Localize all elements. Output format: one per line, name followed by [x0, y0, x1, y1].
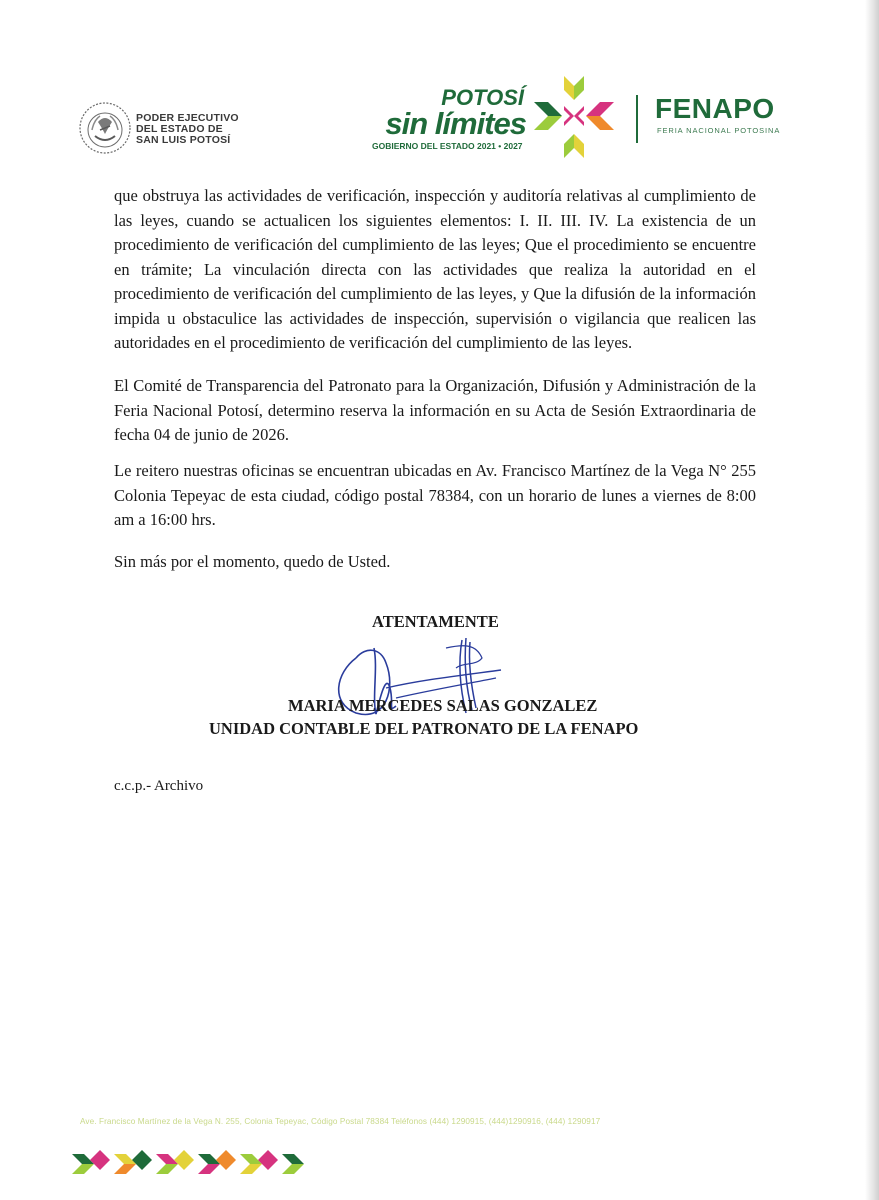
body-paragraph: Le reitero nuestras oficinas se encuentran ubicadas en Av. Francisco Martínez de la Vega N° 255 Colonia Tepeyac de esta ciudad, código postal 78384, con un horario de lunes a viernes de 8:00 am a 16:00 hrs.	[114, 461, 756, 529]
page-edge-shadow	[865, 0, 879, 1200]
logo-word-potosi: POTOSÍ	[441, 85, 524, 110]
fenapo-subtitle: FERIA NACIONAL POTOSINA	[657, 126, 781, 135]
fenapo-logo-text: FENAPO	[655, 93, 775, 124]
government-name	[136, 113, 239, 146]
signer-title: UNIDAD CONTABLE DEL PATRONATO DE LA FENAPO	[209, 719, 639, 738]
state-seal-icon	[78, 100, 132, 156]
gov-line: PODER EJECUTIVO	[136, 112, 239, 124]
potosi-sin-limites-logo	[368, 85, 538, 151]
logo-divider	[636, 95, 638, 143]
body-paragraph: El Comité de Transparencia del Patronato para la Organización, Difusión y Administración de la Feria Nacional Potosí, determino reserva la información en su Acta de Sesión Extraordinaria de fecha 04 de junio de 2026.	[114, 376, 756, 444]
star-logo-icon	[530, 72, 618, 164]
closing-salutation: ATENTAMENTE	[372, 612, 499, 631]
gov-line: SAN LUIS POTOSÍ	[136, 134, 231, 146]
body-paragraph: que obstruya las actividades de verificación, inspección y auditoría relativas al cumplimiento de las leyes, cuando se actualicen los siguientes elementos: I. II. III. IV. La existencia de un procedimiento de verificación del cumplimiento de las leyes; Que el procedimiento se encuentre en trámite; La vinculación directa con las actividades que realiza la autoridad en el procedimiento de verificación del cumplimiento de las leyes, y Que la difusión de la información impida u obstaculice las actividades de inspección, supervisión o vigilancia que realicen las autoridades en el procedimiento de verificación del cumplimiento de las leyes.	[114, 186, 756, 352]
closing-sentence: Sin más por el momento, quedo de Usted.	[114, 552, 391, 571]
logo-subtitle: GOBIERNO DEL ESTADO 2021 • 2027	[372, 141, 523, 151]
signer-name: MARIA MERCEDES SALAS GONZALEZ	[288, 696, 598, 715]
footer-address: Ave. Francisco Martínez de la Vega N. 255, Colonia Tepeyac, Código Postal 78384 Teléfonos (444) 1290915, (444)1290916, (444) 1290917	[80, 1117, 601, 1126]
gov-line: DEL ESTADO DE	[136, 123, 223, 135]
ccp-line: c.c.p.- Archivo	[114, 778, 204, 794]
letterhead	[0, 0, 879, 175]
logo-word-sin-limites: sin límites	[385, 106, 526, 141]
footer-pattern-icon	[70, 1140, 310, 1184]
